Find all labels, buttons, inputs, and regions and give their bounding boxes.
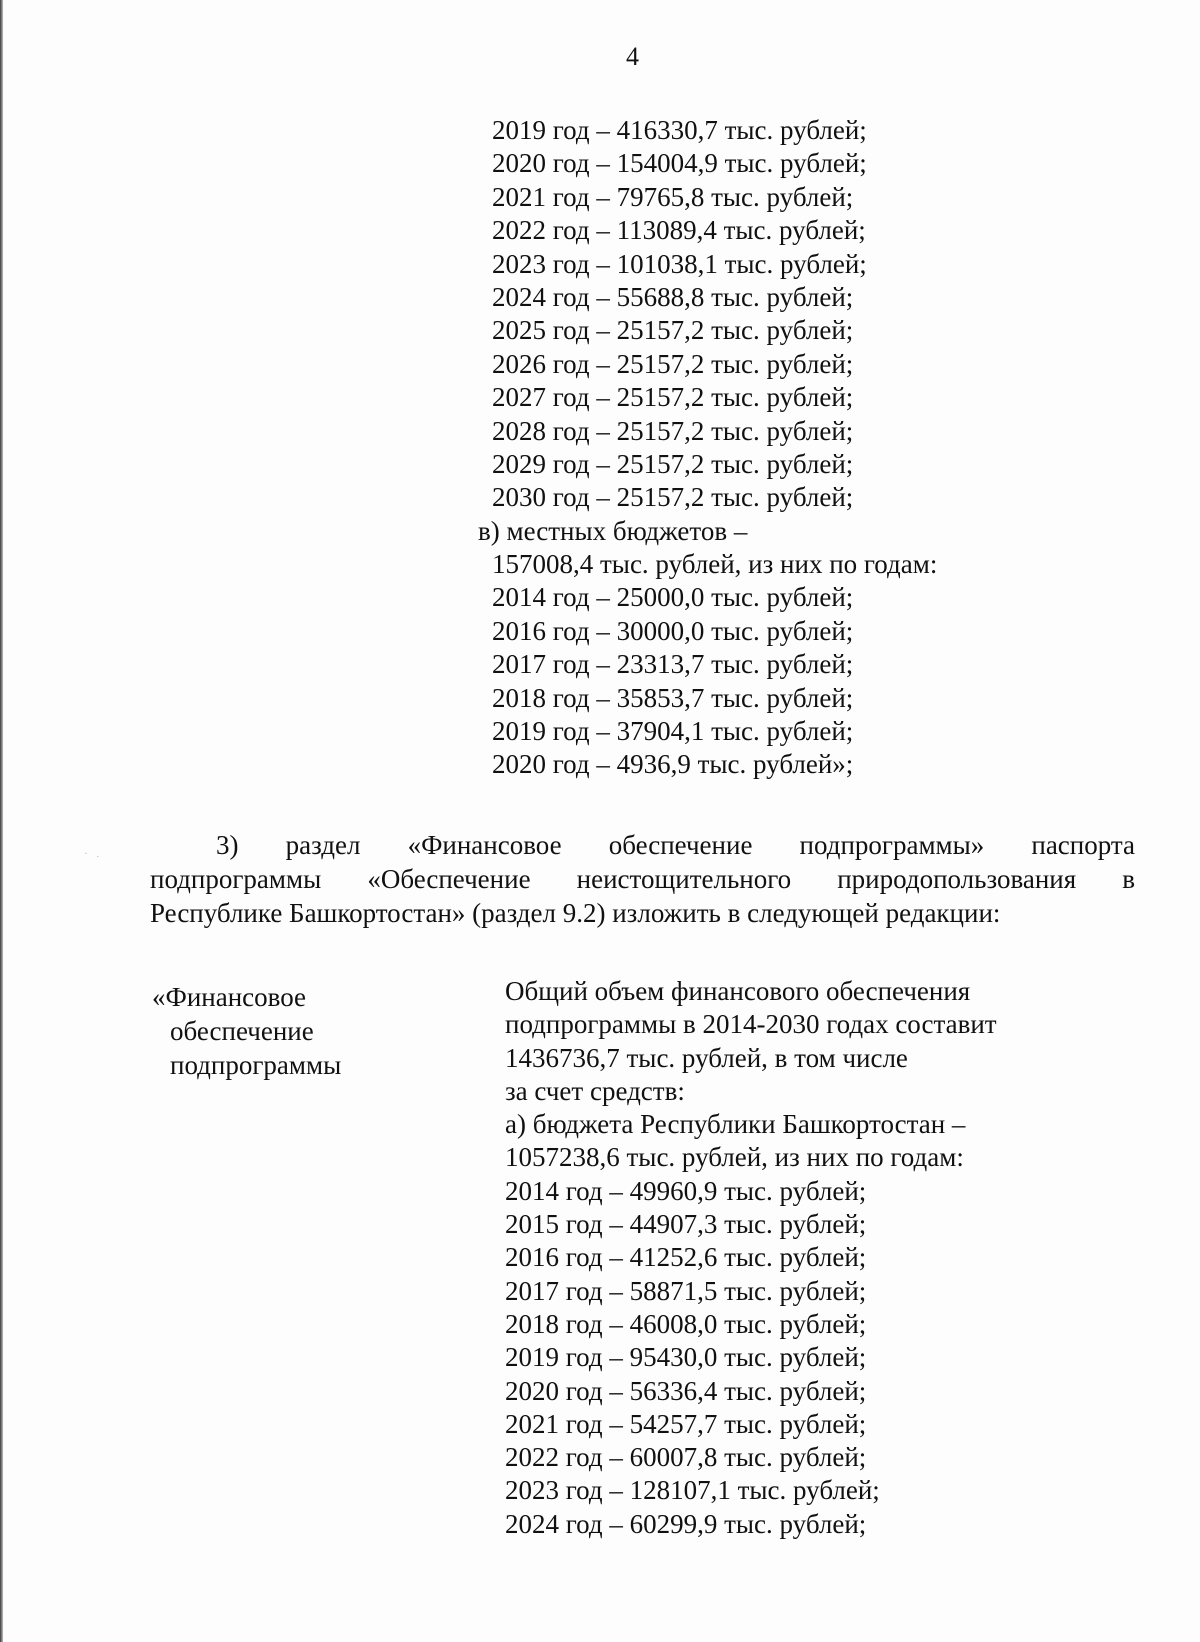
funding-line: 2019 год – 416330,7 тыс. рублей; [492,115,867,145]
funding-line: 2017 год – 58871,5 тыс. рублей; [505,1275,867,1306]
local-budget-funding-list [478,114,938,782]
funding-line: 2014 год – 49960,9 тыс. рублей; [505,1175,867,1206]
paragraph-line: 3) раздел «Финансовое обеспечение подпрограммы» паспорта [216,830,1135,860]
funding-line: 2020 год – 56336,4 тыс. рублей; [505,1375,867,1406]
funding-line: 2022 год – 113089,4 тыс. рублей; [492,215,866,246]
paragraph-line: подпрограммы «Обеспечение неистощительного природопользования в [150,864,1135,894]
passport-field-label [152,980,341,1082]
funding-line: 2026 год – 25157,2 тыс. рублей; [492,348,854,379]
funding-line: 2024 год – 55688,8 тыс. рублей; [492,281,854,312]
scan-edge [0,0,3,1642]
funding-line: 2021 год – 54257,7 тыс. рублей; [505,1408,867,1439]
funding-line: 2018 год – 46008,0 тыс. рублей; [505,1308,867,1339]
label-line: подпрограммы [170,1050,342,1080]
funding-line: 2028 год – 25157,2 тыс. рублей; [492,415,854,446]
funding-line: 2018 год – 35853,7 тыс. рублей; [492,682,854,713]
passport-field-value [505,975,997,1541]
local-budgets-subheading: в) местных бюджетов – [478,515,748,546]
value-line: 1436736,7 тыс. рублей, в том числе [505,1042,908,1073]
funding-line: 2014 год – 25000,0 тыс. рублей; [492,582,854,613]
value-line: Общий объем финансового обеспечения [505,976,971,1006]
value-line: а) бюджета Республики Башкортостан – [505,1109,966,1140]
funding-line: 2015 год – 44907,3 тыс. рублей; [505,1209,867,1240]
funding-line: 2016 год – 30000,0 тыс. рублей; [492,615,854,646]
funding-line: 2024 год – 60299,9 тыс. рублей; [505,1508,867,1539]
funding-line: 2027 год – 25157,2 тыс. рублей; [492,382,854,413]
funding-line: 2019 год – 95430,0 тыс. рублей; [505,1342,867,1373]
scan-speck: · [84,848,88,860]
funding-line: 2019 год – 37904,1 тыс. рублей; [492,716,854,747]
funding-line: 2023 год – 101038,1 тыс. рублей; [492,248,867,279]
funding-line: 2016 год – 41252,6 тыс. рублей; [505,1242,867,1273]
funding-total-line: 1057238,6 тыс. рублей, из них по годам: [505,1142,964,1173]
funding-line: 2021 год – 79765,8 тыс. рублей; [492,181,854,212]
funding-total-line: 157008,4 тыс. рублей, из них по годам: [492,549,938,580]
scan-speck: · [96,851,100,863]
page-number: 4 [626,42,639,71]
funding-line: 2025 год – 25157,2 тыс. рублей; [492,315,854,346]
funding-line: 2023 год – 128107,1 тыс. рублей; [505,1475,880,1506]
funding-line: 2020 год – 154004,9 тыс. рублей; [492,148,867,179]
paragraph-line: Республике Башкортостан» (раздел 9.2) изложить в следующей редакции: [150,898,1001,928]
label-line: «Финансовое [152,982,307,1012]
value-line: подпрограммы в 2014-2030 годах составит [505,1009,997,1040]
funding-line: 2022 год – 60007,8 тыс. рублей; [505,1442,867,1473]
label-line: обеспечение [170,1016,314,1046]
amendment-paragraph [150,828,1135,930]
funding-line: 2029 год – 25157,2 тыс. рублей; [492,448,854,479]
value-line: за счет средств: [505,1075,685,1106]
funding-line: 2030 год – 25157,2 тыс. рублей; [492,482,854,513]
funding-line: 2017 год – 23313,7 тыс. рублей; [492,649,854,680]
funding-line: 2020 год – 4936,9 тыс. рублей»; [492,749,854,780]
